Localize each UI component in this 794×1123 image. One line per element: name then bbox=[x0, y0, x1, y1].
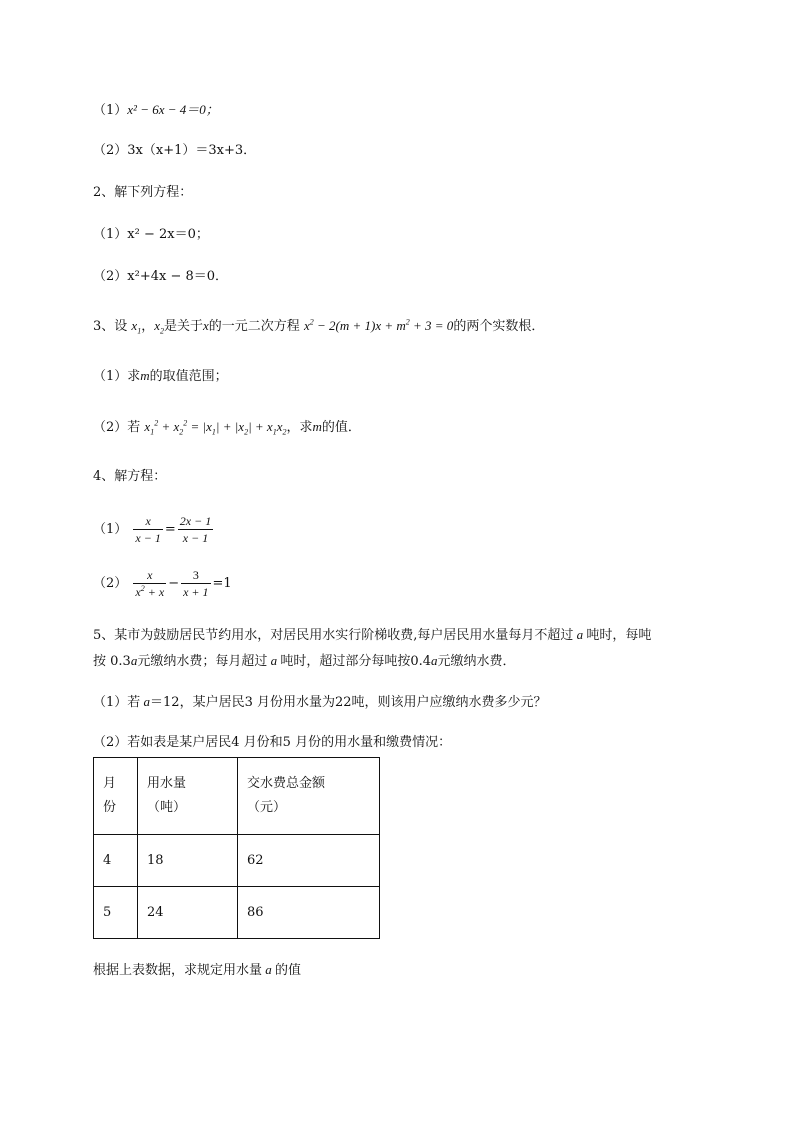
q4-title: 4、解方程： bbox=[93, 469, 167, 484]
q1-part2 bbox=[93, 141, 256, 161]
fraction: $\frac{2x - 1}{x - 1}$ bbox=[179, 514, 212, 545]
header-text: （元） bbox=[247, 800, 287, 815]
q3-prefix: 3、设 bbox=[93, 319, 128, 334]
math-a: a bbox=[140, 694, 151, 709]
table-header-row bbox=[94, 758, 380, 835]
q5-text: 吨时，超过部分每吨按0.4 bbox=[280, 654, 432, 669]
table-row bbox=[94, 887, 380, 939]
header-text: 用水量 bbox=[147, 776, 187, 791]
math-x1: $x_1$ bbox=[131, 318, 142, 336]
q5-conclusion bbox=[93, 960, 301, 981]
q1-part1 bbox=[93, 100, 219, 121]
part-label: （2） bbox=[93, 143, 128, 158]
equation: x² − 6x − 4＝0； bbox=[127, 102, 219, 117]
q5-text: 元缴纳水费． bbox=[437, 654, 516, 669]
part-suffix: 的值． bbox=[321, 420, 361, 435]
q3-mid2: 的一元二次方程 bbox=[208, 319, 300, 334]
math-condition: $x_1^2 + x_2^2 = |x_1| + |x_2| + x_1x_2$ bbox=[144, 418, 287, 437]
math-x: x bbox=[203, 318, 209, 333]
q5-stem-line1 bbox=[93, 625, 651, 646]
header-text: 交水费总金额 bbox=[247, 776, 326, 791]
header-month bbox=[94, 758, 138, 835]
header-usage bbox=[138, 758, 238, 835]
equation: x² − 2x＝0； bbox=[127, 227, 209, 242]
q5-text: 元缴纳水费；每月超过 bbox=[137, 654, 268, 669]
math-a: a bbox=[573, 627, 587, 642]
part-label: （1） bbox=[93, 227, 128, 242]
equation: 3x（x+1）＝3x+3． bbox=[127, 143, 257, 158]
water-fee-table bbox=[93, 757, 380, 939]
q2-part1 bbox=[93, 225, 209, 245]
table-cell: 62 bbox=[238, 835, 380, 887]
table-cell: 24 bbox=[138, 887, 238, 939]
part-label: （1）求 bbox=[93, 369, 141, 384]
header-fee bbox=[238, 758, 380, 835]
q2-part2 bbox=[93, 267, 228, 287]
part-label: （1） bbox=[93, 522, 128, 537]
q2-title: 2、解下列方程： bbox=[93, 185, 193, 200]
part-suffix: 的取值范围； bbox=[149, 369, 228, 384]
conclusion-text: 根据上表数据，求规定用水量 bbox=[93, 963, 263, 978]
part-text: ＝12，某户居民3 月份用水量为22吨，则该用户应缴纳水费多少元？ bbox=[150, 695, 547, 710]
part-mid: ，求 bbox=[286, 420, 313, 435]
fraction: $\frac{x}{x - 1}$ bbox=[135, 514, 161, 545]
math-equation: $x^2 - 2(m + 1)x + m^2 + 3 = 0$ bbox=[303, 317, 454, 333]
table-cell: 18 bbox=[138, 835, 238, 887]
conclusion-text: 的值 bbox=[275, 963, 302, 978]
math-m: m bbox=[140, 368, 150, 383]
q5-part1 bbox=[93, 692, 547, 713]
part-label: （2） bbox=[93, 269, 128, 284]
equation: x²+4x − 8＝0． bbox=[127, 269, 229, 284]
part-label: （1）若 bbox=[93, 695, 141, 710]
part-label: （2）若 bbox=[93, 420, 141, 435]
math-m: m bbox=[312, 419, 322, 434]
q5-text: 按 0.3 bbox=[93, 654, 131, 669]
fraction: $\frac{x}{x^2 + x}$ bbox=[135, 568, 165, 599]
q4-part2: （2） $\frac{x}{x^2 + x}$ − $\frac{3}{x + 1}$ =1 bbox=[93, 568, 232, 599]
q5-part2: （2）若如表是某户居民4 月份和5 月份的用水量和缴费情况： bbox=[93, 735, 452, 750]
table-cell: 86 bbox=[238, 887, 380, 939]
table-cell: 5 bbox=[94, 887, 138, 939]
table-cell: 4 bbox=[94, 835, 138, 887]
q4-part1: （1） $\frac{x}{x - 1}$ = $\frac{2x - 1}{x - 1}$ bbox=[93, 514, 212, 545]
table-row bbox=[94, 835, 380, 887]
q3-mid: 是关于 bbox=[164, 319, 204, 334]
math-a: a bbox=[130, 653, 138, 668]
math-a: a bbox=[267, 653, 281, 668]
math-a: a bbox=[431, 653, 438, 668]
q5-text: 吨时，每吨 bbox=[586, 628, 652, 643]
part-label: （2） bbox=[93, 576, 128, 591]
math-x2: $x_2$ bbox=[154, 318, 164, 336]
header-text: （吨） bbox=[147, 800, 187, 815]
fraction: $\frac{3}{x + 1}$ bbox=[183, 568, 209, 599]
header-text: 月 bbox=[103, 776, 117, 791]
q3-stem: 3、设 $x_1$，$x_2$是关于x的一元二次方程 $x^2 - 2(m + 1)x + m^2 + 3 = 0$的两个实数根． bbox=[93, 317, 545, 336]
part-label: （1） bbox=[93, 103, 128, 118]
q3-part2 bbox=[93, 417, 361, 438]
q5-stem-line2 bbox=[93, 651, 516, 672]
q5-text: 5、某市为鼓励居民节约用水，对居民用水实行阶梯收费,每户居民用水量每月不超过 bbox=[93, 628, 574, 643]
header-text: 份 bbox=[103, 800, 117, 815]
q3-part1 bbox=[93, 366, 228, 387]
math-a: a bbox=[262, 962, 276, 977]
q3-suffix: 的两个实数根． bbox=[453, 319, 545, 334]
